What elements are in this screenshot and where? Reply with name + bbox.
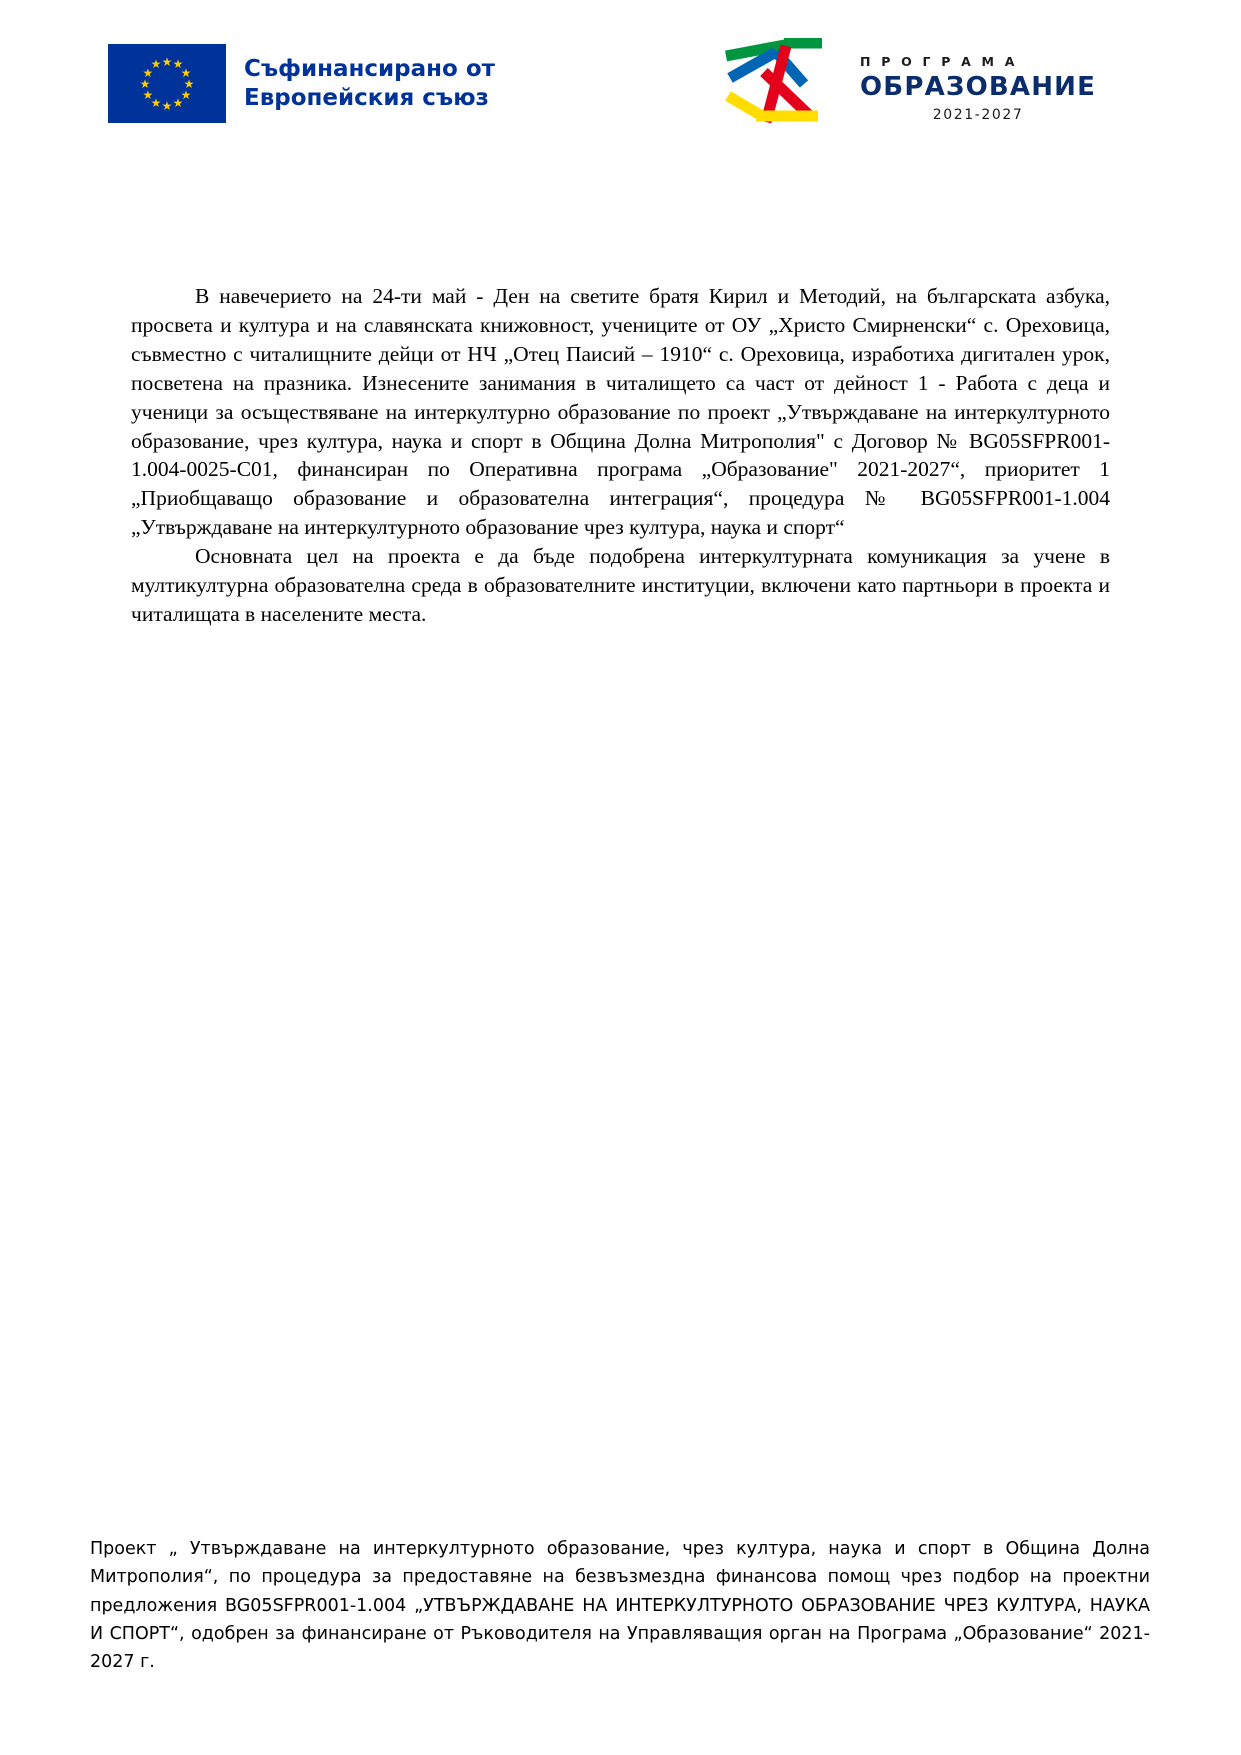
programme-kicker: П Р О Г Р А М А <box>860 53 1018 69</box>
eu-star-icon: ★ <box>139 76 151 91</box>
eu-star-icon: ★ <box>161 54 173 69</box>
eu-star-icon: ★ <box>150 57 162 72</box>
programme-education-logo <box>718 38 1096 134</box>
programme-education-mark-icon <box>718 38 844 134</box>
body-paragraph-1: В навечерието на 24-ти май - Ден на светите братя Кирил и Методий, на българската азбука, просвета и култура и на славянската книжовност, учениците от ОУ „Христо Смирненски“ с. Ореховица, съвместно с читалищните дейци от НЧ „Отец Паисий – 1910“ с. Ореховица, изработиха дигитален урок, посветена на празника. Изнесените занимания в читалището са част от дейност 1 - Работа с деца и ученици за осъществяване на интеркултурно образование по проект „Утвърждаване на интеркултурното образование, чрез култура, наука и спорт в Община Долна Митрополия" с Договор № BG05SFPR001-1.004-0025-C01, финансиран по Оперативна програма „Образование" 2021-2027“, приоритет 1 „Приобщаващо образование и образователна интеграция“, процедура № BG05SFPR001-1.004 „Утвърждаване на интеркултурното образование чрез култура, наука и спорт“ <box>131 284 1110 540</box>
document-body <box>131 282 1110 629</box>
eu-logo-line-1: Съфинансирано от <box>244 56 495 83</box>
eu-cofunded-logo <box>108 44 495 123</box>
programme-title: ОБРАЗОВАНИЕ <box>860 71 1097 102</box>
eu-flag-icon <box>108 44 226 123</box>
eu-star-icon: ★ <box>142 65 154 80</box>
eu-star-icon: ★ <box>180 87 192 102</box>
eu-logo-text <box>244 55 495 111</box>
programme-years: 2021-2027 <box>932 106 1024 123</box>
eu-logo-line-2: Европейския съюз <box>244 84 489 111</box>
eu-star-icon: ★ <box>150 95 162 110</box>
eu-star-icon: ★ <box>161 98 173 113</box>
eu-star-icon: ★ <box>180 65 192 80</box>
eu-star-icon: ★ <box>172 95 184 110</box>
eu-star-icon: ★ <box>172 57 184 72</box>
document-footer: Проект „ Утвърждаване на интеркултурното образование, чрез култура, наука и спорт в Община Долна Митрополия“, по процедура за предоставяне на безвъзмездна финансова помощ чрез подбор на проектни предложения BG05SFPR001-1.004 „УТВЪРЖДАВАНЕ НА ИНТЕРКУЛТУРНОТО ОБРАЗОВАНИЕ ЧРЕЗ КУЛТУРА, НАУКА И СПОРТ“, одобрен за финансиране от Ръководителя на Управляващия орган на Програма „Образование“ 2021-2027 г. <box>90 1539 1150 1673</box>
programme-logo-text <box>860 50 1096 123</box>
body-paragraph-2: Основната цел на проекта е да бъде подобрена интеркултурната комуникация за учене в мултикултурна образователна среда в образователните институции, включени като партньори в проекта и читалищата в населените места. <box>131 544 1110 626</box>
eu-star-icon: ★ <box>142 87 154 102</box>
document-header <box>0 38 1241 148</box>
eu-star-icon: ★ <box>183 76 195 91</box>
